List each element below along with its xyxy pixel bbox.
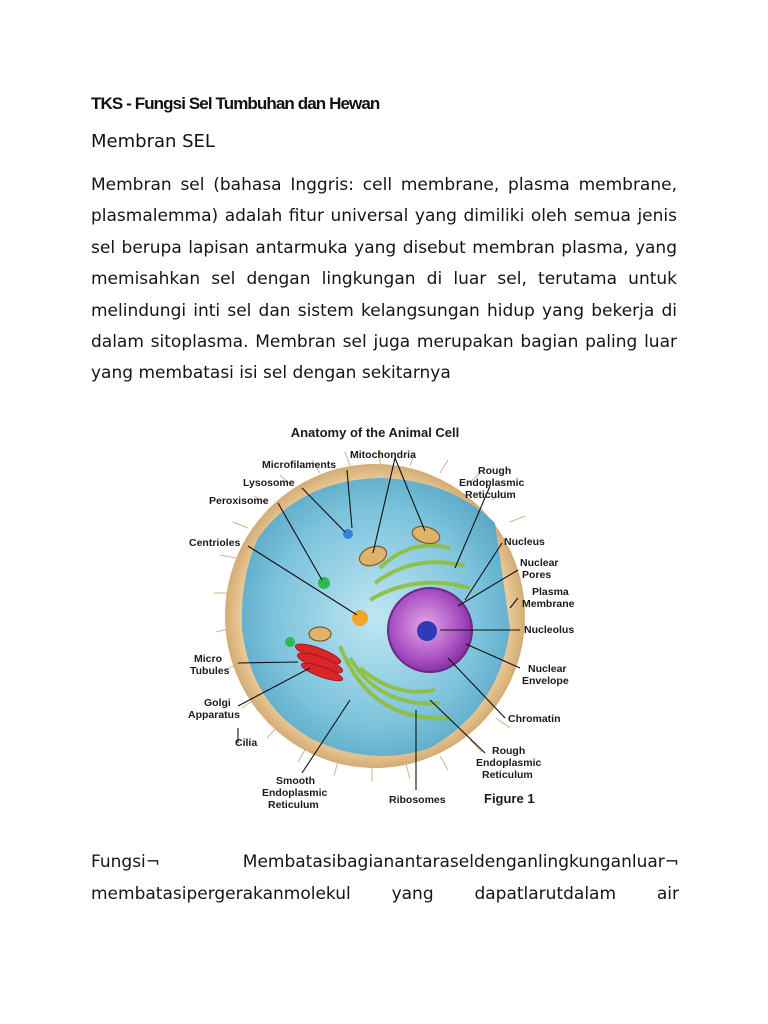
label-plasma-membrane: Plasma	[532, 586, 569, 598]
lysosome-shape	[343, 529, 353, 539]
label-lysosome: Lysosome	[243, 477, 295, 489]
label-rough-er-top: Endoplasmic	[459, 477, 525, 489]
fungsi-word: dapatlarutdalam	[474, 884, 617, 904]
label-smooth-er: Endoplasmic	[262, 787, 328, 799]
fungsi-line-2	[91, 884, 679, 904]
fungsi-word: Fungsi¬	[91, 852, 161, 872]
label-micro-tubules: Micro	[194, 653, 223, 665]
label-nuclear-envelope: Nuclear	[528, 663, 567, 675]
label-microfilaments: Microfilaments	[262, 459, 337, 471]
label-centrioles: Centrioles	[189, 537, 241, 549]
label-rough-er-top: Reticulum	[465, 489, 516, 501]
label-rough-er-bottom: Reticulum	[482, 769, 533, 781]
peroxisome-shape	[318, 577, 330, 589]
label-nuclear-pores: Pores	[522, 569, 552, 581]
label-golgi-apparatus: Golgi	[204, 697, 231, 709]
figure-title: Anatomy of the Animal Cell	[290, 425, 460, 440]
label-smooth-er: Smooth	[276, 775, 316, 787]
label-nuclear-envelope: Envelope	[522, 675, 569, 687]
label-rough-er-bottom: Endoplasmic	[476, 757, 542, 769]
label-cilia: Cilia	[235, 737, 258, 749]
centriole-shape	[352, 610, 368, 626]
section-heading: Membran SEL	[91, 131, 215, 152]
figure-caption: Figure 1	[484, 791, 535, 806]
animal-cell-diagram	[180, 418, 600, 818]
label-nucleolus: Nucleolus	[524, 624, 575, 636]
label-ribosomes: Ribosomes	[389, 794, 446, 806]
fungsi-word: Membatasibagianantaraseldenganlingkunganluar¬	[242, 852, 679, 872]
label-smooth-er: Reticulum	[268, 799, 319, 811]
label-nucleus: Nucleus	[504, 536, 545, 548]
animal-cell-figure	[180, 418, 600, 818]
body-paragraph: Membran sel (bahasa Inggris: cell membrane, plasma membrane, plasmalemma) adalah fitur universal yang dimiliki oleh semua jenis sel berupa lapisan antarmuka yang disebut membran plasma, yang memisahkan sel dengan lingkungan di luar sel, terutama untuk melindungi inti sel dan sistem kelangsungan hidup yang bekerja di dalam sitoplasma. Membran sel juga merupakan bagian paling luar yang membatasi isi sel dengan sekitarnya	[91, 175, 677, 384]
vesicle-shape	[285, 637, 295, 647]
label-rough-er-bottom: Rough	[492, 745, 526, 757]
fungsi-line-1	[91, 852, 679, 872]
label-nuclear-pores: Nuclear	[520, 557, 559, 569]
label-micro-tubules: Tubules	[190, 665, 230, 677]
label-rough-er-top: Rough	[478, 465, 512, 477]
label-golgi-apparatus: Apparatus	[188, 709, 240, 721]
nucleolus-shape	[417, 621, 437, 641]
fungsi-word: yang	[391, 884, 434, 904]
label-plasma-membrane: Membrane	[522, 598, 575, 610]
document-title: TKS - Fungsi Sel Tumbuhan dan Hewan	[91, 94, 380, 113]
label-mitochondria: Mitochondria	[350, 449, 416, 461]
label-peroxisome: Peroxisome	[209, 495, 269, 507]
fungsi-word: membatasipergerakanmolekul	[91, 884, 351, 904]
fungsi-word: air	[656, 884, 679, 904]
label-chromatin: Chromatin	[508, 713, 561, 725]
